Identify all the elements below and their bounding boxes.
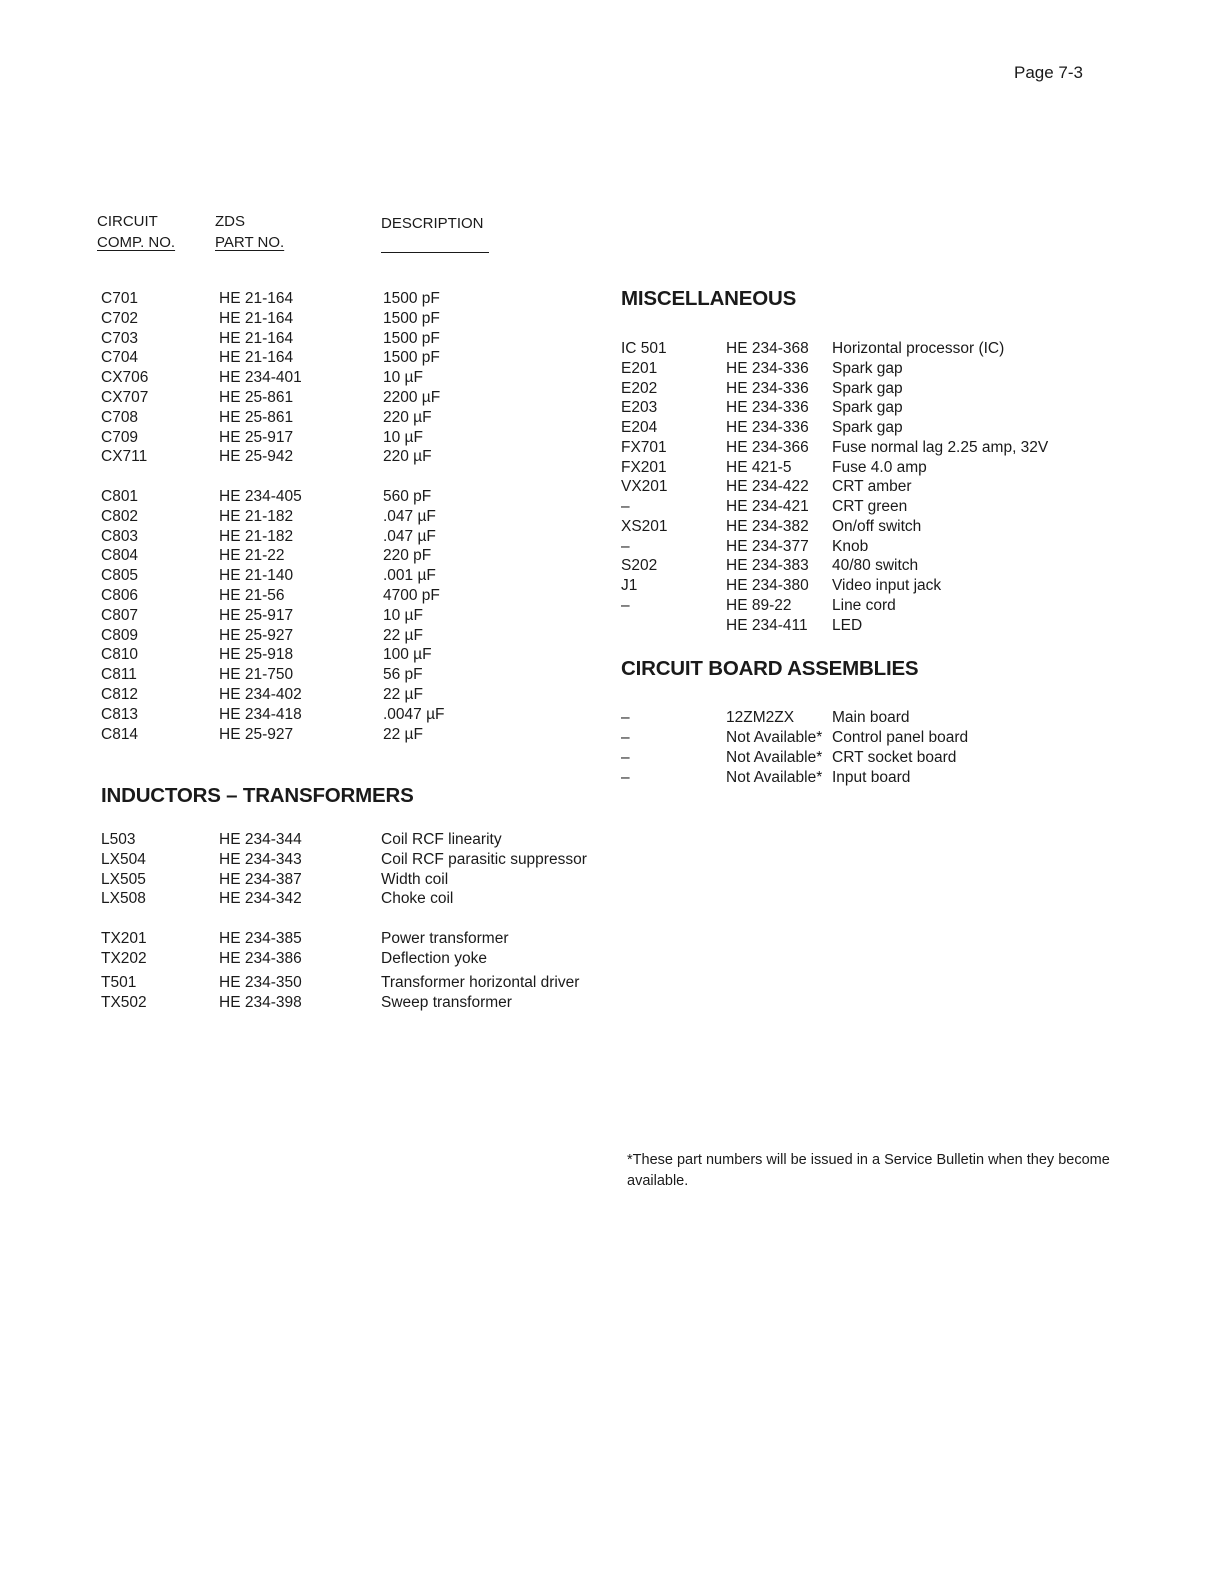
- description: .001 µF: [383, 567, 436, 585]
- header-zds-line1: ZDS: [215, 213, 245, 230]
- description: 1500 pF: [383, 349, 440, 367]
- description: On/off switch: [832, 517, 922, 535]
- description: 220 pF: [383, 547, 432, 565]
- part-number: HE 21-182: [219, 507, 294, 525]
- component-number: C703: [101, 329, 139, 347]
- part-number: HE 234-402: [219, 686, 302, 703]
- part-number: HE 234-385: [219, 930, 302, 947]
- description: Spark gap: [832, 419, 903, 436]
- header-zds-part-no: [215, 211, 284, 253]
- component-number: IC 501: [621, 340, 667, 357]
- part-number: HE 25-861: [219, 408, 294, 426]
- part-number: HE 25-917: [219, 428, 294, 446]
- description: 1500 pF: [383, 329, 440, 347]
- description: Spark gap: [832, 379, 903, 397]
- component-number: E201: [621, 359, 658, 377]
- component-number: C810: [101, 646, 139, 664]
- description: Spark gap: [832, 399, 903, 417]
- miscellaneous-title: MISCELLANEOUS: [621, 287, 797, 310]
- component-number: C802: [101, 507, 139, 525]
- description: Coil RCF linearity: [381, 831, 502, 848]
- component-number: E202: [621, 379, 658, 397]
- part-number: HE 21-164: [219, 309, 294, 327]
- description: Power transformer: [381, 930, 509, 947]
- component-number: C809: [101, 626, 139, 644]
- component-number: C803: [101, 527, 139, 545]
- part-number: HE 234-336: [726, 359, 809, 377]
- description: 220 µF: [383, 448, 432, 466]
- description: 2200 µF: [383, 389, 441, 406]
- component-number: –: [621, 768, 630, 786]
- component-number: C704: [101, 349, 139, 367]
- description: 100 µF: [383, 646, 432, 664]
- description: Choke coil: [381, 890, 454, 908]
- component-number: LX508: [101, 890, 146, 908]
- description: Horizontal processor (IC): [832, 340, 1005, 357]
- part-number: HE 21-140: [219, 567, 294, 585]
- component-number: CX711: [101, 448, 148, 466]
- component-number: FX201: [621, 458, 667, 476]
- component-number: E203: [621, 399, 658, 417]
- part-number: HE 25-917: [219, 606, 294, 624]
- component-number: C807: [101, 606, 139, 624]
- description: CRT green: [832, 498, 908, 515]
- description: .0047 µF: [383, 705, 445, 723]
- part-number: HE 21-56: [219, 587, 285, 604]
- component-number: TX201: [101, 930, 147, 947]
- component-number: L503: [101, 831, 136, 848]
- footnote: *These part numbers will be issued in a Service Bulletin when they become available.: [627, 1152, 1110, 1189]
- part-number: HE 234-368: [726, 340, 809, 357]
- description: Transformer horizontal driver: [381, 974, 580, 991]
- part-number: HE 234-343: [219, 850, 302, 868]
- description: .047 µF: [383, 527, 436, 545]
- component-number: J1: [621, 577, 638, 594]
- component-number: C814: [101, 725, 139, 743]
- description: 4700 pF: [383, 587, 440, 604]
- description: 22 µF: [383, 626, 423, 644]
- inductors-transformers-title: INDUCTORS – TRANSFORMERS: [101, 784, 414, 807]
- part-number: HE 234-422: [726, 478, 809, 496]
- description: Line cord: [832, 596, 896, 614]
- component-number: FX701: [621, 438, 667, 456]
- part-number: HE 234-401: [219, 369, 302, 387]
- part-number: HE 25-918: [219, 646, 294, 664]
- component-number: CX707: [101, 389, 149, 406]
- part-number: HE 234-411: [726, 616, 808, 634]
- component-number: C709: [101, 428, 139, 446]
- part-number: Not Available*: [726, 748, 823, 766]
- component-number: S202: [621, 557, 658, 575]
- part-number: HE 25-861: [219, 389, 294, 406]
- description: 22 µF: [383, 725, 423, 743]
- component-number: C801: [101, 488, 139, 505]
- component-number: C702: [101, 309, 139, 327]
- part-number: HE 21-164: [219, 290, 294, 307]
- part-number: HE 21-182: [219, 527, 294, 545]
- part-number: HE 234-336: [726, 379, 809, 397]
- description: Knob: [832, 537, 869, 555]
- part-number: HE 89-22: [726, 596, 792, 614]
- component-number: TX502: [101, 993, 147, 1011]
- component-number: –: [621, 498, 630, 515]
- part-number: HE 25-927: [219, 626, 294, 644]
- part-number: HE 234-398: [219, 993, 302, 1011]
- description: .047 µF: [383, 507, 436, 525]
- part-number: HE 421-5: [726, 458, 792, 476]
- component-number: –: [621, 748, 630, 766]
- header-circuit-line2: COMP. NO.: [97, 234, 176, 251]
- part-number: HE 21-750: [219, 666, 294, 684]
- description: CRT amber: [832, 478, 912, 496]
- part-number: HE 234-418: [219, 705, 302, 723]
- description: 10 µF: [383, 606, 423, 624]
- part-number: HE 234-344: [219, 831, 302, 848]
- description: Deflection yoke: [381, 949, 487, 967]
- description: CRT socket board: [832, 748, 957, 766]
- part-number: Not Available*: [726, 728, 823, 746]
- header-circuit-line1: CIRCUIT: [97, 213, 158, 230]
- description: 40/80 switch: [832, 557, 919, 575]
- part-number: HE 21-164: [219, 329, 294, 347]
- component-number: CX706: [101, 369, 149, 387]
- description: Sweep transformer: [381, 993, 512, 1011]
- component-number: T501: [101, 974, 137, 991]
- component-number: TX202: [101, 949, 147, 967]
- description: Spark gap: [832, 359, 903, 377]
- component-number: XS201: [621, 517, 668, 535]
- description: Width coil: [381, 870, 449, 888]
- description-underline: [381, 252, 489, 253]
- description: Video input jack: [832, 577, 942, 594]
- part-number: HE 234-336: [726, 419, 809, 436]
- description: Fuse 4.0 amp: [832, 458, 927, 476]
- component-number: C812: [101, 686, 139, 703]
- description: 22 µF: [383, 686, 423, 703]
- part-number: HE 234-421: [726, 498, 809, 515]
- description: 1500 pF: [383, 309, 440, 327]
- description: 10 µF: [383, 428, 423, 446]
- part-number: HE 234-387: [219, 870, 302, 888]
- part-number: HE 25-927: [219, 725, 294, 743]
- description: 1500 pF: [383, 290, 440, 307]
- description: Coil RCF parasitic suppressor: [381, 850, 587, 868]
- part-number: HE 234-350: [219, 974, 302, 991]
- component-number: –: [621, 709, 630, 726]
- component-number: C813: [101, 705, 139, 723]
- part-number: HE 234-342: [219, 890, 302, 908]
- part-number: HE 234-336: [726, 399, 809, 417]
- part-number: HE 234-366: [726, 438, 809, 456]
- component-number: C708: [101, 408, 139, 426]
- component-number: C811: [101, 666, 137, 684]
- description: 560 pF: [383, 488, 432, 505]
- description: Fuse normal lag 2.25 amp, 32V: [832, 438, 1049, 456]
- header-description: DESCRIPTION: [381, 215, 484, 232]
- component-number: LX505: [101, 870, 146, 888]
- component-number: E204: [621, 419, 658, 436]
- component-number: –: [621, 728, 630, 746]
- part-number: Not Available*: [726, 768, 823, 786]
- description: Control panel board: [832, 728, 969, 746]
- component-number: VX201: [621, 478, 668, 496]
- description: Input board: [832, 768, 911, 786]
- component-number: C701: [101, 290, 139, 307]
- component-number: –: [621, 537, 630, 555]
- part-number: HE 234-380: [726, 577, 809, 594]
- part-number: HE 234-383: [726, 557, 809, 575]
- header-circuit-comp-no: [97, 211, 175, 253]
- part-number: HE 234-382: [726, 517, 809, 535]
- part-number: HE 25-942: [219, 448, 294, 466]
- description: 56 pF: [383, 666, 423, 684]
- part-number: 12ZM2ZX: [726, 709, 795, 726]
- part-number: HE 234-377: [726, 537, 809, 555]
- part-number: HE 234-405: [219, 488, 302, 505]
- part-number: HE 21-164: [219, 349, 294, 367]
- description: Main board: [832, 709, 910, 726]
- component-number: C804: [101, 547, 139, 565]
- part-number: HE 21-22: [219, 547, 285, 565]
- circuit-board-assemblies-title: CIRCUIT BOARD ASSEMBLIES: [621, 657, 919, 680]
- component-number: C805: [101, 567, 139, 585]
- description: 220 µF: [383, 408, 432, 426]
- header-zds-line2: PART NO.: [215, 234, 285, 251]
- page-number: Page 7-3: [1014, 63, 1083, 82]
- part-number: HE 234-386: [219, 949, 302, 967]
- component-number: –: [621, 596, 630, 614]
- component-number: C806: [101, 587, 139, 604]
- description: 10 µF: [383, 369, 423, 387]
- component-number: LX504: [101, 850, 146, 868]
- description: LED: [832, 616, 863, 634]
